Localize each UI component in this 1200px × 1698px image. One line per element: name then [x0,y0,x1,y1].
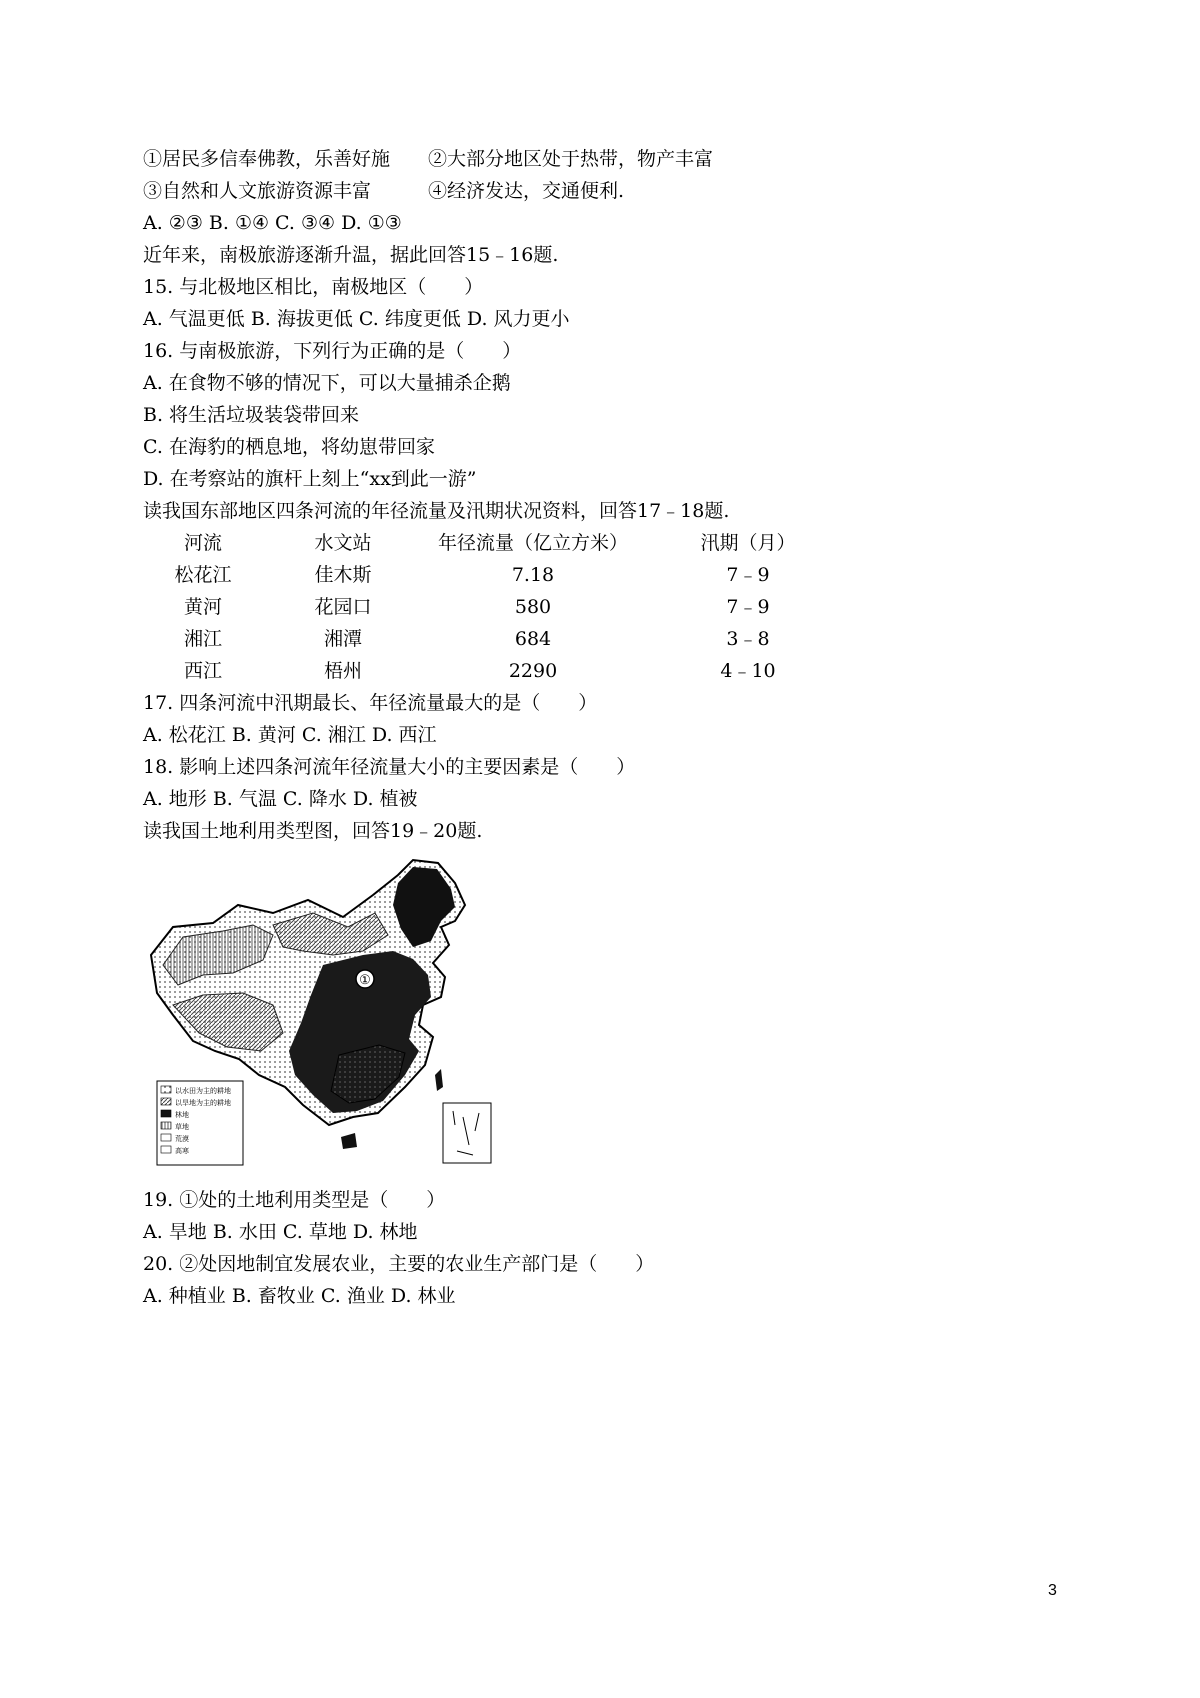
options-line: A. 气温更低 B. 海拔更低 C. 纬度更低 D. 风力更小 [143,308,570,330]
china-map-image [143,855,498,1170]
marker-1-label: ① [359,973,371,988]
legend-label: 草地 [175,1123,189,1131]
legend-label: 以水田为主的耕地 [175,1087,231,1095]
table-cell: 580 [514,596,552,618]
table-cell: 7﹣9 [726,564,770,586]
options-line: A. ②③ B. ①④ C. ③④ D. ①③ [143,212,402,234]
question-20: 20. ②处因地制宜发展农业，主要的农业生产部门是（ ） [143,1253,655,1275]
table-cell: 2290 [508,660,558,682]
table-cell: 3﹣8 [726,628,770,650]
text-line: 读我国东部地区四条河流的年径流量及汛期状况资料，回答17﹣18题. [143,500,730,522]
land-use-map [143,855,498,1170]
option-a: A. 在食物不够的情况下，可以大量捕杀企鹅 [143,372,511,394]
table-cell: 梧州 [323,660,362,682]
table-cell: 花园口 [314,596,372,618]
options-line: A. 种植业 B. 畜牧业 C. 渔业 D. 林业 [143,1285,456,1307]
table-cell: 684 [514,628,552,650]
map-legend [157,1081,243,1165]
table-header: 河流 [183,532,222,554]
text-line: ①居民多信奉佛教，乐善好施 ②大部分地区处于热带，物产丰富 [143,148,714,170]
table-row [143,595,843,627]
option-d: D. 在考察站的旗杆上刻上“xx到此一游” [143,468,477,490]
table-cell: 西江 [183,660,222,682]
table-cell: 松花江 [174,564,232,586]
text-line: ③自然和人文旅游资源丰富 ④经济发达，交通便利. [143,180,625,202]
options-line: A. 地形 B. 气温 C. 降水 D. 植被 [143,788,418,810]
question-18: 18. 影响上述四条河流年径流量大小的主要因素是（ ） [143,756,636,778]
island-hainan [341,1133,357,1149]
table-header: 年径流量（亿立方米） [437,532,628,554]
question-15: 15. 与北极地区相比，南极地区（ ） [143,276,484,298]
table-cell: 湘江 [183,628,222,650]
table-cell: 佳木斯 [314,564,372,586]
table-row [143,563,843,595]
table-cell: 7.18 [511,564,555,586]
text-line: 近年来，南极旅游逐渐升温，据此回答15﹣16题. [143,244,559,266]
table-cell: 湘潭 [323,628,362,650]
table-header: 汛期（月） [700,532,796,554]
options-line: A. 松花江 B. 黄河 C. 湘江 D. 西江 [143,724,437,746]
page-number: 3 [1048,1582,1057,1599]
question-19: 19. ①处的土地利用类型是（ ） [143,1189,446,1211]
legend-label: 荒漠 [175,1135,189,1143]
option-c: C. 在海豹的栖息地，将幼崽带回家 [143,436,435,458]
south-china-sea-inset [443,1103,491,1163]
text-line: 读我国土地利用类型图，回答19﹣20题. [143,820,483,842]
options-line: A. 旱地 B. 水田 C. 草地 D. 林地 [143,1221,418,1243]
table-header-row [143,531,843,563]
table-row [143,627,843,659]
table-cell: 4﹣10 [720,660,776,682]
table-row [143,659,843,691]
island-taiwan [435,1069,443,1091]
option-b: B. 将生活垃圾装袋带回来 [143,404,360,426]
table-cell: 7﹣9 [726,596,770,618]
table-cell: 黄河 [183,596,222,618]
question-17: 17. 四条河流中汛期最长、年径流量最大的是（ ） [143,692,598,714]
legend-label: 以旱地为主的耕地 [175,1099,231,1107]
question-16: 16. 与南极旅游，下列行为正确的是（ ） [143,340,522,362]
legend-label: 高寒 [175,1147,189,1155]
table-header: 水文站 [314,532,372,554]
legend-label: 林地 [175,1111,189,1119]
